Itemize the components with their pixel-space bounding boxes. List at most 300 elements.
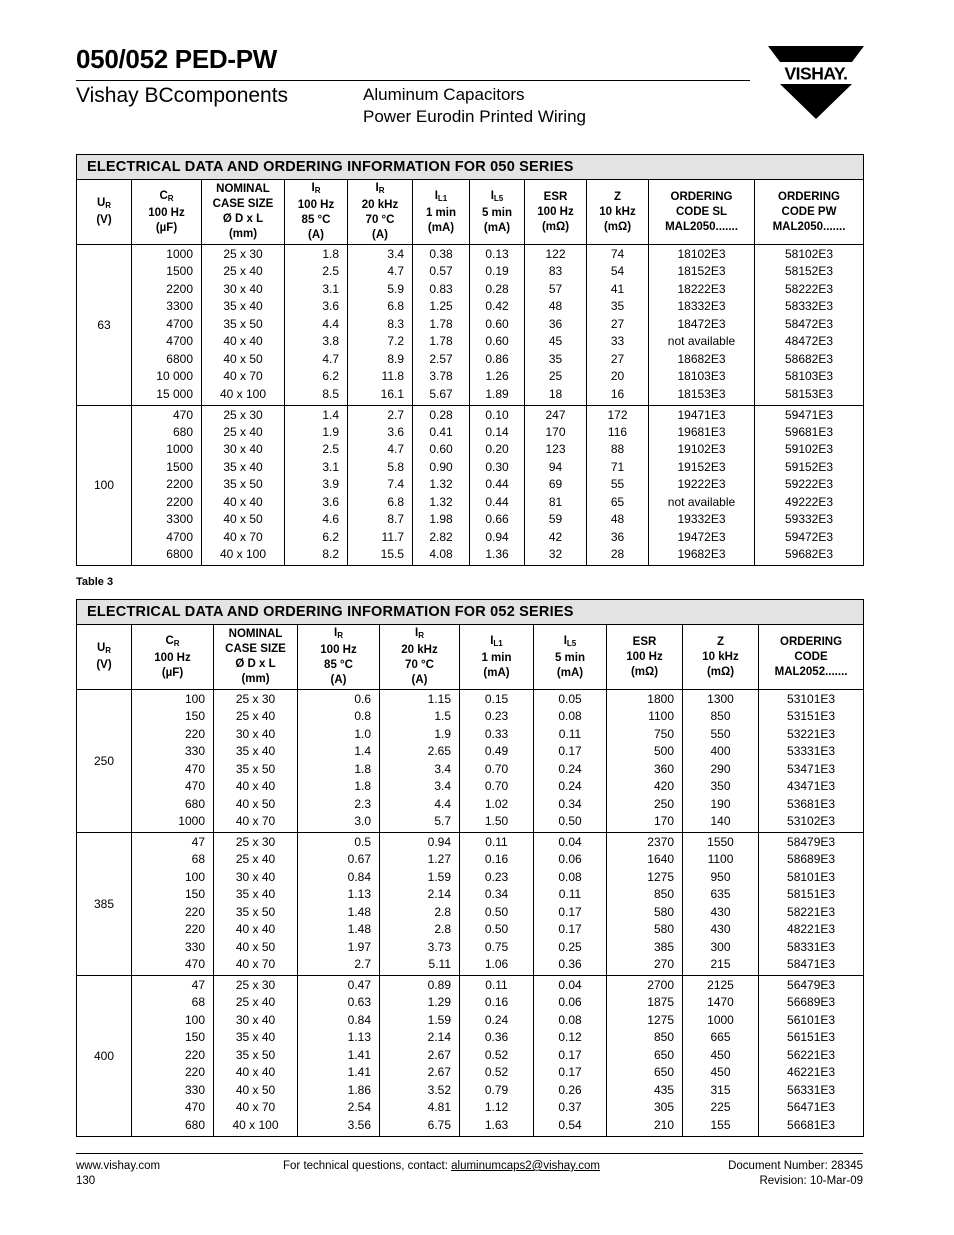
table-cell: 0.60 — [470, 316, 525, 334]
table-cell: 6800 — [132, 546, 202, 566]
table-cell: 46221E3 — [759, 1064, 864, 1082]
table-cell: 0.86 — [470, 351, 525, 369]
table-cell: 40 x 70 — [202, 368, 285, 386]
column-header-line: ORDERING — [780, 635, 843, 648]
table-cell: 1.78 — [413, 316, 470, 334]
table-cell: 53221E3 — [759, 726, 864, 744]
subtitle-line-2: Power Eurodin Printed Wiring — [363, 107, 586, 126]
column-header-line: Ø D x L — [222, 213, 264, 225]
table-row — [77, 351, 864, 369]
table-cell: 2.8 — [380, 921, 460, 939]
table-cell: 0.84 — [298, 1012, 380, 1030]
table-cell: 81 — [525, 494, 587, 512]
table-cell: 0.63 — [298, 994, 380, 1012]
table-cell: 0.20 — [470, 441, 525, 459]
column-header — [470, 180, 525, 245]
table-cell: 1.06 — [460, 956, 534, 976]
table-cell: 56681E3 — [759, 1117, 864, 1137]
document-subtitle — [363, 84, 586, 128]
table-cell: 58471E3 — [759, 956, 864, 976]
table-cell: 0.79 — [460, 1082, 534, 1100]
table-cell: 56221E3 — [759, 1047, 864, 1065]
document-number: Document Number: 28345 — [728, 1160, 863, 1172]
table-cell: 2700 — [607, 976, 683, 995]
table-cell: 25 — [525, 368, 587, 386]
table-cell: 680 — [132, 796, 214, 814]
table-cell: 430 — [683, 904, 759, 922]
table-cell: 1500 — [132, 459, 202, 477]
table-cell: 36 — [587, 529, 649, 547]
table-cell: 6.2 — [285, 368, 348, 386]
table-cell: 220 — [132, 726, 214, 744]
column-symbol: $I_R$ — [375, 182, 385, 195]
column-header-line: NOMINAL — [216, 183, 270, 195]
table-caption-row — [77, 600, 864, 625]
table-cell: 19152E3 — [649, 459, 755, 477]
table-cell: 3.4 — [348, 245, 413, 264]
column-header-line: (mΩ) — [630, 665, 659, 678]
table-cell: 56101E3 — [759, 1012, 864, 1030]
table-cell: 635 — [683, 886, 759, 904]
table-cell: 59472E3 — [755, 529, 864, 547]
table-cell: 4700 — [132, 316, 202, 334]
table-cell: 30 x 40 — [214, 869, 298, 887]
column-header-line: CODE SL — [675, 205, 728, 218]
table-cell: 150 — [132, 708, 214, 726]
table-cell: 3300 — [132, 511, 202, 529]
table-cell: 330 — [132, 743, 214, 761]
table-row — [77, 1117, 864, 1137]
table-row — [77, 690, 864, 709]
table-cell: 25 x 40 — [202, 424, 285, 442]
table-row — [77, 459, 864, 477]
table-cell: 0.23 — [460, 708, 534, 726]
column-header — [298, 625, 380, 690]
table-row — [77, 494, 864, 512]
table-cell: 6800 — [132, 351, 202, 369]
table-row — [77, 368, 864, 386]
table-cell: 8.9 — [348, 351, 413, 369]
column-header-line: (mA) — [483, 221, 511, 234]
table-cell: 1.12 — [460, 1099, 534, 1117]
table-cell: 330 — [132, 939, 214, 957]
column-header-line: 100 Hz — [537, 205, 574, 218]
table-cell: 18153E3 — [649, 386, 755, 406]
table-cell: 0.34 — [460, 886, 534, 904]
table-cell: 40 x 50 — [202, 351, 285, 369]
table-cell: 56689E3 — [759, 994, 864, 1012]
table-cell: 1.02 — [460, 796, 534, 814]
table-cell: 36 — [525, 316, 587, 334]
column-header-line: (mA) — [556, 666, 584, 679]
table-cell: 2.65 — [380, 743, 460, 761]
table-row — [77, 546, 864, 566]
column-header — [132, 625, 214, 690]
table-cell: 500 — [607, 743, 683, 761]
table-cell: 48 — [525, 298, 587, 316]
table-cell: 18 — [525, 386, 587, 406]
table-cell: 47 — [132, 976, 214, 995]
column-header — [77, 625, 132, 690]
column-header-line: 85 °C — [324, 659, 353, 671]
table-cell: 0.11 — [534, 886, 607, 904]
table-cell: 48 — [587, 511, 649, 529]
table-cell: 35 x 50 — [214, 761, 298, 779]
table-cell: 59 — [525, 511, 587, 529]
table-cell: 35 x 50 — [214, 1047, 298, 1065]
table-row — [77, 708, 864, 726]
table-cell: 3.0 — [298, 813, 380, 833]
table-cell: 3.4 — [380, 778, 460, 796]
column-header-line: (mm) — [228, 228, 258, 240]
table-cell: 25 x 30 — [214, 976, 298, 995]
table-cell: 4.4 — [380, 796, 460, 814]
table-cell: 35 x 40 — [202, 459, 285, 477]
table-cell: 25 x 40 — [214, 994, 298, 1012]
column-header-line: CASE SIZE — [212, 198, 274, 210]
table-row — [77, 851, 864, 869]
table-cell: 35 x 40 — [214, 743, 298, 761]
table-cell: 71 — [587, 459, 649, 477]
table-cell: 18103E3 — [649, 368, 755, 386]
table-cell: 1.29 — [380, 994, 460, 1012]
table-cell: 0.90 — [413, 459, 470, 477]
table-cell: 16.1 — [348, 386, 413, 406]
table-cell: 19681E3 — [649, 424, 755, 442]
table-cell: 58332E3 — [755, 298, 864, 316]
column-header-line: CODE PW — [781, 205, 837, 218]
table-cell: 19222E3 — [649, 476, 755, 494]
table-cell: 4.08 — [413, 546, 470, 566]
table-cell: 1.50 — [460, 813, 534, 833]
column-header-line: 10 kHz — [599, 205, 636, 218]
rated-voltage-cell: 400 — [77, 976, 132, 1137]
table-cell: 0.06 — [534, 851, 607, 869]
table-cell: 0.84 — [298, 869, 380, 887]
table-cell: 1.27 — [380, 851, 460, 869]
column-header-line: MAL2050....... — [772, 220, 846, 233]
table-cell: 25 x 30 — [202, 405, 285, 424]
column-header — [214, 625, 298, 690]
table-cell: 18472E3 — [649, 316, 755, 334]
column-header — [380, 625, 460, 690]
table-cell: 0.04 — [534, 976, 607, 995]
table-row — [77, 994, 864, 1012]
table-cell: 2200 — [132, 494, 202, 512]
table-cell: 220 — [132, 1047, 214, 1065]
table-header-row — [77, 625, 864, 690]
table-cell: 2.67 — [380, 1047, 460, 1065]
table-cell: 1.13 — [298, 1029, 380, 1047]
table-cell: 58221E3 — [759, 904, 864, 922]
table-cell: 40 x 40 — [214, 921, 298, 939]
column-symbol: $I_{L5}$ — [563, 634, 577, 648]
table-cell: 0.24 — [534, 778, 607, 796]
table-cell: 220 — [132, 904, 214, 922]
table-cell: 11.8 — [348, 368, 413, 386]
table-cell: 1100 — [683, 851, 759, 869]
column-header-line: (V) — [96, 659, 112, 671]
table-cell: 42 — [525, 529, 587, 547]
table-cell: 2.54 — [298, 1099, 380, 1117]
footer-contact — [283, 1159, 600, 1174]
table-cell: 1.63 — [460, 1117, 534, 1137]
table-cell: 0.14 — [470, 424, 525, 442]
table-cell: 59102E3 — [755, 441, 864, 459]
table-row — [77, 796, 864, 814]
table-cell: 40 x 70 — [214, 1099, 298, 1117]
column-header — [413, 180, 470, 245]
contact-prefix: For technical questions, contact: — [283, 1160, 452, 1172]
table-cell: 47 — [132, 833, 214, 852]
column-header-line: (A) — [411, 674, 428, 686]
column-header-line: MAL2052....... — [774, 665, 848, 678]
table-cell: 58479E3 — [759, 833, 864, 852]
table-cell: 33 — [587, 333, 649, 351]
brand-name: Vishay BCcomponents — [76, 84, 289, 107]
table-cell: 2200 — [132, 476, 202, 494]
table-cell: 56331E3 — [759, 1082, 864, 1100]
table-cell: 58472E3 — [755, 316, 864, 334]
table-cell: 1.78 — [413, 333, 470, 351]
table-row — [77, 956, 864, 976]
column-header — [759, 625, 864, 690]
table-cell: 40 x 100 — [214, 1117, 298, 1137]
table-cell: 0.89 — [380, 976, 460, 995]
table-row — [77, 726, 864, 744]
table-cell: 40 x 50 — [214, 796, 298, 814]
table-cell: 1.25 — [413, 298, 470, 316]
column-header-line: (µF) — [161, 666, 184, 679]
table-cell: 1.0 — [298, 726, 380, 744]
table-cell: 350 — [683, 778, 759, 796]
table-cell: 680 — [132, 424, 202, 442]
column-header-line: MAL2050....... — [665, 220, 738, 233]
table-cell: 1.26 — [470, 368, 525, 386]
table-cell: 0.38 — [413, 245, 470, 264]
table-cell: 0.70 — [460, 761, 534, 779]
column-symbol: $U_R$ — [96, 197, 112, 210]
table-cell: 2.7 — [298, 956, 380, 976]
table-cell: 40 x 50 — [214, 1082, 298, 1100]
table-cell: 2.14 — [380, 886, 460, 904]
table-cell: 1.8 — [285, 245, 348, 264]
table-cell: 8.2 — [285, 546, 348, 566]
column-header-line: ESR — [632, 635, 657, 648]
table-cell: 0.8 — [298, 708, 380, 726]
table-row — [77, 833, 864, 852]
column-header-line: (A) — [308, 229, 324, 241]
table-cell: 40 x 40 — [214, 1064, 298, 1082]
table-cell: 40 x 50 — [202, 511, 285, 529]
table-cell: 0.26 — [534, 1082, 607, 1100]
column-header — [348, 180, 413, 245]
table-cell: 2.82 — [413, 529, 470, 547]
table-cell: not available — [649, 494, 755, 512]
column-header — [285, 180, 348, 245]
table-cell: 35 x 50 — [202, 476, 285, 494]
table-cell: 59332E3 — [755, 511, 864, 529]
table-row — [77, 904, 864, 922]
table-cell: 1.48 — [298, 921, 380, 939]
table-cell: 11.7 — [348, 529, 413, 547]
table-cell: 1.41 — [298, 1064, 380, 1082]
table-cell: 0.94 — [380, 833, 460, 852]
column-header-line: (mA) — [427, 221, 455, 234]
table-cell: 1.59 — [380, 869, 460, 887]
table-cell: 0.42 — [470, 298, 525, 316]
table-caption: ELECTRICAL DATA AND ORDERING INFORMATION FOR 052 SERIES — [77, 600, 864, 625]
table-cell: 8.5 — [285, 386, 348, 406]
table-row — [77, 976, 864, 995]
table-cell: 0.6 — [298, 690, 380, 709]
column-header — [649, 180, 755, 245]
table-cell: 0.19 — [470, 263, 525, 281]
table-cell: 30 x 40 — [214, 726, 298, 744]
revision-date: Revision: 10-Mar-09 — [759, 1175, 863, 1187]
table-cell: 750 — [607, 726, 683, 744]
column-symbol: $C_R$ — [159, 189, 174, 203]
table-cell: 6.8 — [348, 298, 413, 316]
table-cell: 430 — [683, 921, 759, 939]
table-cell: 1640 — [607, 851, 683, 869]
contact-email-link[interactable]: aluminumcaps2@vishay.com — [451, 1160, 601, 1172]
column-header-line: 100 Hz — [154, 651, 191, 664]
table-cell: 19472E3 — [649, 529, 755, 547]
table-cell: 18152E3 — [649, 263, 755, 281]
table-cell: 19332E3 — [649, 511, 755, 529]
table-cell: 4.7 — [348, 263, 413, 281]
column-header-line: 85 °C — [301, 214, 331, 226]
column-header-line: (A) — [330, 674, 347, 686]
table-row — [77, 1082, 864, 1100]
table-cell: 1000 — [132, 813, 214, 833]
table-cell: 58103E3 — [755, 368, 864, 386]
table-cell: 40 x 40 — [202, 494, 285, 512]
table-row — [77, 476, 864, 494]
column-header — [202, 180, 285, 245]
table-cell: 116 — [587, 424, 649, 442]
table-cell: 35 x 50 — [214, 904, 298, 922]
table-cell: 2370 — [607, 833, 683, 852]
table-cell: 18222E3 — [649, 281, 755, 299]
page-number: 130 — [76, 1175, 96, 1187]
table-cell: 170 — [525, 424, 587, 442]
table-cell: 850 — [683, 708, 759, 726]
table-cell: 1.13 — [298, 886, 380, 904]
table-cell: 2125 — [683, 976, 759, 995]
table-row — [77, 298, 864, 316]
table-cell: 40 x 70 — [214, 956, 298, 976]
table-cell: 950 — [683, 869, 759, 887]
table-cell: 10 000 — [132, 368, 202, 386]
table-cell: 68 — [132, 994, 214, 1012]
rated-voltage-cell: 63 — [77, 245, 132, 406]
table-cell: 4.7 — [348, 441, 413, 459]
table-cell: 1.89 — [470, 386, 525, 406]
table-cell: 0.50 — [534, 813, 607, 833]
column-header-line: (mΩ) — [541, 220, 570, 233]
table-cell: 250 — [607, 796, 683, 814]
column-header-line: (V) — [96, 214, 112, 226]
table-cell: 470 — [132, 778, 214, 796]
column-header-line: 100 Hz — [320, 644, 357, 656]
table-cell: 1000 — [132, 441, 202, 459]
table-cell: 0.05 — [534, 690, 607, 709]
table-cell: 150 — [132, 886, 214, 904]
table-cell: 16 — [587, 386, 649, 406]
table-row — [77, 386, 864, 406]
table-cell: 315 — [683, 1082, 759, 1100]
column-header-line: NOMINAL — [228, 628, 283, 640]
table-cell: 1300 — [683, 690, 759, 709]
table-cell: 53102E3 — [759, 813, 864, 833]
column-symbol: $I_R$ — [334, 627, 343, 640]
table-cell: 1500 — [132, 263, 202, 281]
document-title: 050/052 PED-PW — [76, 44, 278, 74]
column-header-line: Z — [716, 635, 725, 648]
table-row — [77, 263, 864, 281]
table-cell: 40 x 70 — [214, 813, 298, 833]
table-cell: 4700 — [132, 333, 202, 351]
table-cell: 3.56 — [298, 1117, 380, 1137]
table-row — [77, 886, 864, 904]
table-cell: 0.41 — [413, 424, 470, 442]
table-cell: 1.15 — [380, 690, 460, 709]
table-cell: 4.4 — [285, 316, 348, 334]
table-header-row — [77, 180, 864, 245]
table-cell: 0.10 — [470, 405, 525, 424]
table-row — [77, 424, 864, 442]
table-cell: 0.66 — [470, 511, 525, 529]
table-cell: 1000 — [132, 245, 202, 264]
table-cell: 1100 — [607, 708, 683, 726]
table-cell: 0.52 — [460, 1047, 534, 1065]
table-cell: 30 x 40 — [202, 441, 285, 459]
table-row — [77, 743, 864, 761]
footer-website[interactable]: www.vishay.com — [76, 1160, 161, 1172]
column-header — [587, 180, 649, 245]
table-cell: 220 — [132, 921, 214, 939]
table-cell: 3.52 — [380, 1082, 460, 1100]
column-header-line: 5 min — [481, 206, 513, 219]
table-row — [77, 405, 864, 424]
table-cell: 0.75 — [460, 939, 534, 957]
table-row — [77, 1047, 864, 1065]
column-header-line: 100 Hz — [148, 206, 185, 219]
table-row — [77, 441, 864, 459]
column-header-line: ORDERING — [778, 190, 840, 203]
column-header-line: (mm) — [241, 673, 270, 685]
table-cell: 435 — [607, 1082, 683, 1100]
table-cell: 1.8 — [298, 761, 380, 779]
table-cell: 300 — [683, 939, 759, 957]
table-cell: 0.36 — [460, 1029, 534, 1047]
table-cell: 25 x 40 — [202, 263, 285, 281]
table-cell: 450 — [683, 1047, 759, 1065]
table-cell: 0.52 — [460, 1064, 534, 1082]
table-cell: 3.8 — [285, 333, 348, 351]
table-row — [77, 761, 864, 779]
column-header-line: ESR — [543, 190, 568, 203]
table-cell: 290 — [683, 761, 759, 779]
table-cell: 25 x 40 — [214, 708, 298, 726]
column-header-line: 70 °C — [365, 214, 395, 226]
table-cell: 100 — [132, 690, 214, 709]
table-cell: 3.9 — [285, 476, 348, 494]
table-cell: 247 — [525, 405, 587, 424]
table-cell: 470 — [132, 405, 202, 424]
